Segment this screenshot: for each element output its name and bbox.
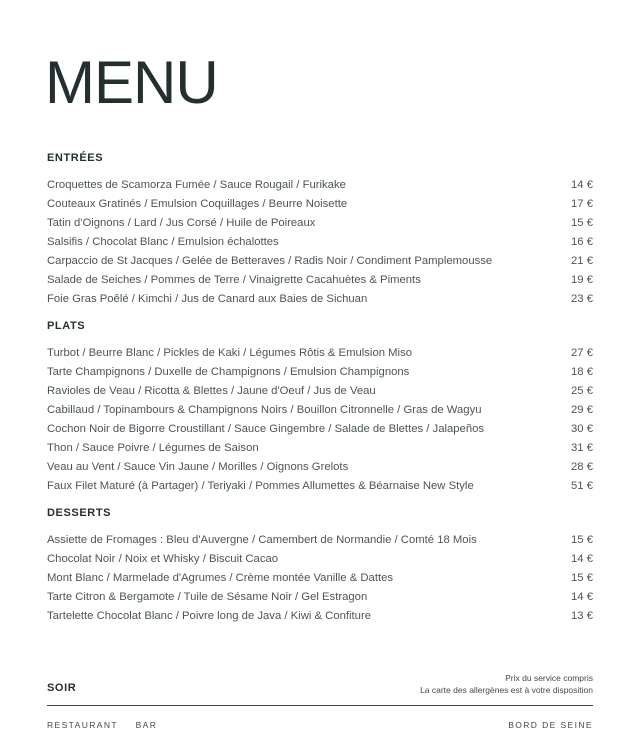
- footer-divider: [47, 705, 593, 706]
- section-title: ENTRÉES: [47, 152, 104, 164]
- dish-row: [47, 420, 593, 439]
- dish-name: Thon / Sauce Poivre / Légumes de Saison: [47, 442, 259, 454]
- dish-row: [47, 439, 593, 458]
- dish-name: Couteaux Gratinés / Emulsion Coquillages / Beurre Noisette: [47, 198, 348, 210]
- service-note: Prix du service compris: [505, 673, 593, 683]
- dish-row: [47, 382, 593, 401]
- dish-row: [47, 363, 593, 382]
- dish-price: 25 €: [571, 385, 593, 397]
- dish-price: 13 €: [571, 610, 593, 622]
- dish-name: Faux Filet Maturé (à Partager) / Teriyaki / Pommes Allumettes & Béarnaise New Style: [47, 480, 474, 492]
- dish-name: Tarte Citron & Bergamote / Tuile de Sésame Noir / Gel Estragon: [47, 591, 368, 603]
- venue-type-bar: BAR: [135, 720, 158, 730]
- dish-name: Assiette de Fromages : Bleu d'Auvergne / Camembert de Normandie / Comté 18 Mois: [47, 534, 477, 546]
- dish-name: Tartelette Chocolat Blanc / Poivre long de Java / Kiwi & Confiture: [47, 610, 372, 622]
- dish-name: Salsifis / Chocolat Blanc / Emulsion échalottes: [47, 236, 279, 248]
- dish-price: 14 €: [571, 179, 593, 191]
- dish-row: [47, 233, 593, 252]
- dish-row: [47, 271, 593, 290]
- section-title: DESSERTS: [47, 507, 112, 519]
- dish-price: 51 €: [571, 480, 593, 492]
- dish-name: Ravioles de Veau / Ricotta & Blettes / Jaune d'Oeuf / Jus de Veau: [47, 385, 376, 397]
- venue-type-restaurant: RESTAURANT: [47, 720, 118, 730]
- dish-row: [47, 252, 593, 271]
- allergens-note: La carte des allergènes est à votre disposition: [420, 685, 593, 695]
- section-title: PLATS: [47, 320, 86, 332]
- service-label: SOIR: [47, 682, 77, 694]
- dish-price: 23 €: [571, 293, 593, 305]
- dish-row: [47, 290, 593, 309]
- dish-price: 15 €: [571, 572, 593, 584]
- menu-body: [47, 151, 593, 626]
- section-desserts: [47, 506, 593, 626]
- dish-list: [47, 531, 593, 626]
- dish-price: 15 €: [571, 217, 593, 229]
- dish-row: [47, 458, 593, 477]
- section-plats: [47, 319, 593, 496]
- dish-row: [47, 195, 593, 214]
- dish-price: 15 €: [571, 534, 593, 546]
- dish-row: [47, 477, 593, 496]
- dish-price: 28 €: [571, 461, 593, 473]
- dish-name: Carpaccio de St Jacques / Gelée de Betteraves / Radis Noir / Condiment Pamplemousse: [47, 255, 493, 267]
- dish-price: 16 €: [571, 236, 593, 248]
- dish-name: Tatin d'Oignons / Lard / Jus Corsé / Huile de Poireaux: [47, 217, 316, 229]
- dish-row: [47, 588, 593, 607]
- dish-price: 30 €: [571, 423, 593, 435]
- dish-price: 17 €: [571, 198, 593, 210]
- dish-name: Chocolat Noir / Noix et Whisky / Biscuit Cacao: [47, 553, 279, 565]
- dish-row: [47, 607, 593, 626]
- dish-price: 14 €: [571, 553, 593, 565]
- venue-types: [47, 720, 157, 730]
- dish-list: [47, 344, 593, 496]
- dish-price: 14 €: [571, 591, 593, 603]
- dish-price: 19 €: [571, 274, 593, 286]
- dish-price: 27 €: [571, 347, 593, 359]
- dish-list: [47, 176, 593, 309]
- dish-row: [47, 176, 593, 195]
- dish-row: [47, 214, 593, 233]
- dish-price: 21 €: [571, 255, 593, 267]
- dish-row: [47, 550, 593, 569]
- dish-name: Foie Gras Poêlé / Kimchi / Jus de Canard aux Baies de Sichuan: [47, 293, 368, 305]
- dish-name: Tarte Champignons / Duxelle de Champignons / Emulsion Champignons: [47, 366, 410, 378]
- dish-name: Cabillaud / Topinambours & Champignons Noirs / Bouillon Citronnelle / Gras de Wagyu: [47, 404, 482, 416]
- location-label: BORD DE SEINE: [508, 720, 593, 730]
- dish-name: Croquettes de Scamorza Fumée / Sauce Rougail / Furikake: [47, 179, 346, 191]
- dish-name: Salade de Seiches / Pommes de Terre / Vinaigrette Cacahuètes & Piments: [47, 274, 421, 286]
- dish-price: 31 €: [571, 442, 593, 454]
- dish-name: Veau au Vent / Sauce Vin Jaune / Morilles / Oignons Grelots: [47, 461, 349, 473]
- dish-row: [47, 401, 593, 420]
- dish-name: Cochon Noir de Bigorre Croustillant / Sauce Gingembre / Salade de Blettes / Jalapeños: [47, 423, 485, 435]
- footer-notes: [420, 672, 593, 696]
- section-entrees: [47, 151, 593, 309]
- dish-price: 29 €: [571, 404, 593, 416]
- page-title: MENU: [45, 49, 218, 116]
- dish-row: [47, 531, 593, 550]
- dish-row: [47, 569, 593, 588]
- dish-name: Mont Blanc / Marmelade d'Agrumes / Crème montée Vanille & Dattes: [47, 572, 394, 584]
- dish-name: Turbot / Beurre Blanc / Pickles de Kaki / Légumes Rôtis & Emulsion Miso: [47, 347, 412, 359]
- dish-price: 18 €: [571, 366, 593, 378]
- dish-row: [47, 344, 593, 363]
